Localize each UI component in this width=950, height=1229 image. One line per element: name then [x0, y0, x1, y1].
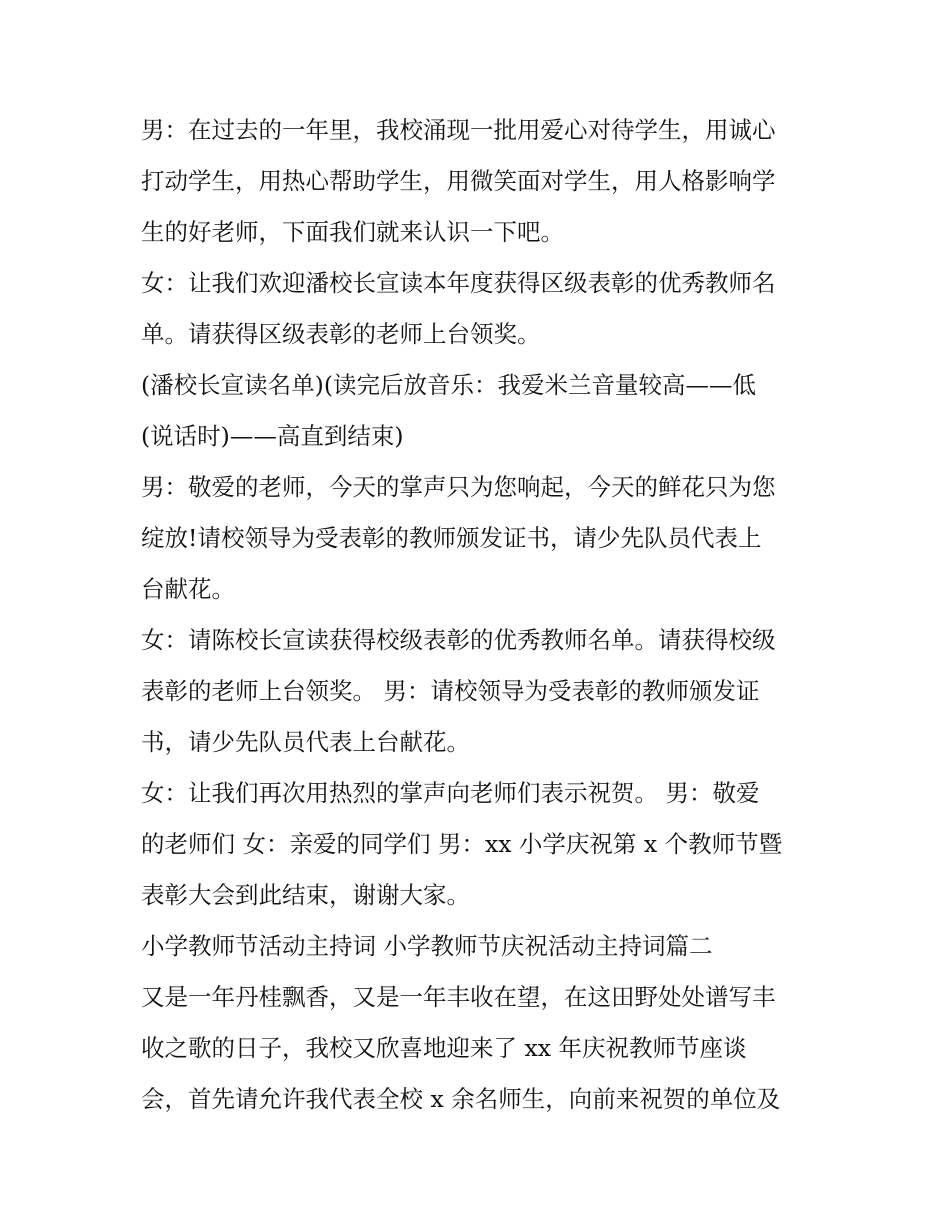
- text-line: (说话时)——高直到结束): [141, 422, 404, 450]
- text-line: (潘校长宣读名单)(读完后放音乐：我爱米兰音量较高——低: [141, 371, 757, 399]
- text-line: 会，首先请允许我代表全校 x 余名师生，向前来祝贺的单位及: [141, 1085, 781, 1113]
- text-line: 的老师们 女：亲爱的同学们 男：xx 小学庆祝第 x 个教师节暨: [141, 830, 783, 858]
- text-line: 表彰大会到此结束，谢谢大家。: [141, 881, 470, 909]
- text-line: 绽放!请校领导为受表彰的教师颁发证书，请少先队员代表上: [141, 524, 762, 552]
- text-line: 生的好老师，下面我们就来认识一下吧。: [141, 218, 564, 246]
- text-line: 又是一年丹桂飘香，又是一年丰收在望，在这田野处处谱写丰: [141, 983, 776, 1011]
- text-line: 女：让我们再次用热烈的掌声向老师们表示祝贺。 男：敬爱: [141, 779, 760, 807]
- text-line: 台献花。: [141, 575, 235, 603]
- text-line: 女：让我们欢迎潘校长宣读本年度获得区级表彰的优秀教师名: [141, 269, 776, 297]
- section-heading: 小学教师节活动主持词 小学教师节庆祝活动主持词篇二: [141, 932, 713, 960]
- text-line: 男：在过去的一年里，我校涌现一批用爱心对待学生，用诚心: [141, 116, 776, 144]
- text-line: 收之歌的日子，我校又欣喜地迎来了 xx 年庆祝教师节座谈: [141, 1034, 747, 1062]
- text-line: 书，请少先队员代表上台献花。: [141, 728, 470, 756]
- text-line: 女：请陈校长宣读获得校级表彰的优秀教师名单。请获得校级: [141, 626, 776, 654]
- text-line: 表彰的老师上台领奖。 男：请校领导为受表彰的教师颁发证: [141, 677, 760, 705]
- text-line: 男：敬爱的老师，今天的掌声只为您响起，今天的鲜花只为您: [141, 473, 776, 501]
- text-line: 单。请获得区级表彰的老师上台领奖。: [141, 320, 541, 348]
- text-line: 打动学生，用热心帮助学生，用微笑面对学生，用人格影响学: [141, 167, 776, 195]
